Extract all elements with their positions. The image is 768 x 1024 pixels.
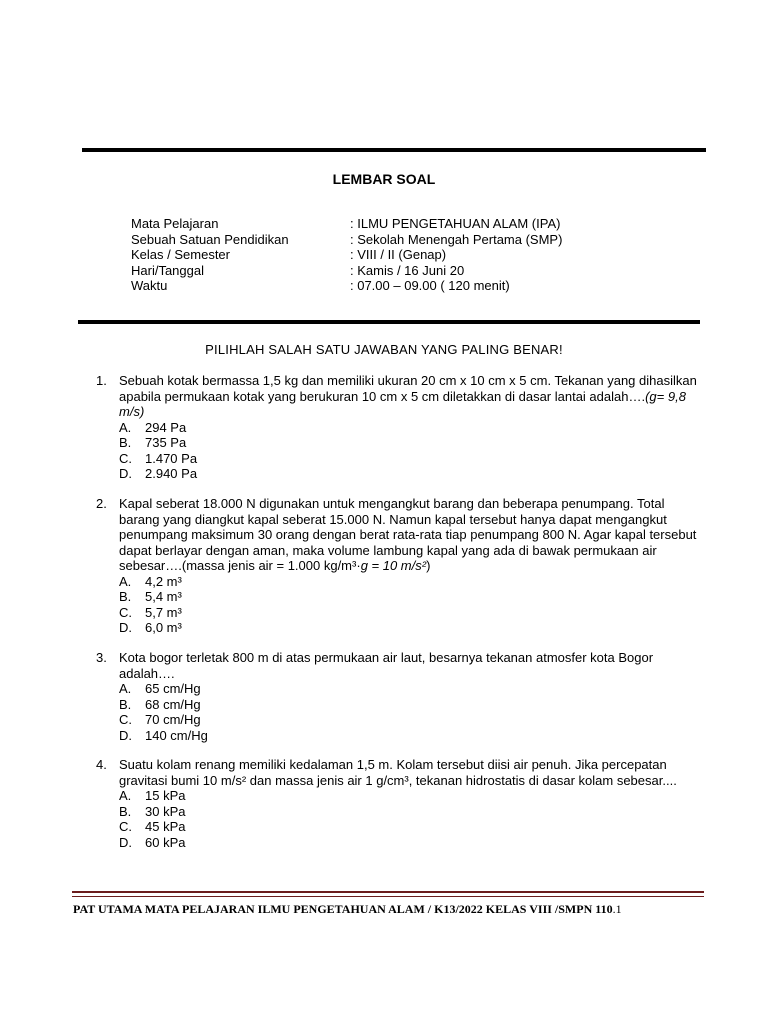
page-number: .1 — [612, 902, 622, 916]
info-label: Kelas / Semester — [131, 247, 230, 262]
answer-options — [119, 681, 706, 743]
option-d[interactable]: D. 6,0 m³ — [119, 620, 182, 635]
question-text: Kapal seberat 18.000 N digunakan untuk mengangkut barang dan beberapa penumpang. Total barang yang diangkut kapal seberat 15.000 N. Namun kapal tersebut hanya dapat mengangkut penumpang maksimum 30 orang dengan berat rata-rata tiap penumpang 800 N. Agar kapal tersebut dapat berlayar dengan aman, maka volume lambung kapal yang ada di bawak permukaan air sebesar….(massa jenis air = 1.000 kg/m³·g = 10 m/s²) — [119, 496, 697, 573]
info-label: Hari/Tanggal — [131, 262, 204, 278]
info-row-class — [131, 247, 562, 263]
question-number: 2. — [96, 496, 107, 511]
question-4 — [96, 757, 706, 850]
option-c[interactable]: C. 45 kPa — [119, 819, 186, 834]
header-divider — [78, 320, 700, 324]
info-label: Sebuah Satuan Pendidikan — [131, 231, 289, 247]
info-value: : 07.00 – 09.00 ( 120 menit) — [350, 278, 510, 293]
option-d[interactable]: D. 140 cm/Hg — [119, 727, 208, 743]
question-3 — [96, 650, 706, 743]
document-title: LEMBAR SOAL — [332, 171, 436, 187]
question-2 — [96, 496, 706, 636]
option-a[interactable]: A. 65 cm/Hg — [119, 681, 201, 696]
option-a[interactable]: A. 15 kPa — [119, 788, 186, 803]
info-row-date — [131, 263, 562, 279]
instruction: PILIHLAH SALAH SATU JAWABAN YANG PALING BENAR! — [205, 342, 563, 357]
question-number: 3. — [96, 650, 107, 665]
option-a[interactable]: A. 4,2 m³ — [119, 573, 182, 589]
info-row-subject — [131, 216, 562, 232]
answer-options — [119, 788, 706, 850]
footer-divider-thin — [72, 896, 704, 897]
option-d[interactable]: D. 60 kPa — [119, 834, 186, 850]
page-footer — [73, 902, 622, 917]
top-divider — [82, 148, 706, 152]
answer-options — [119, 574, 706, 636]
info-value: : Sekolah Menengah Pertama (SMP) — [350, 231, 563, 247]
info-value: : ILMU PENGETAHUAN ALAM (IPA) — [350, 216, 561, 231]
question-1 — [96, 373, 706, 482]
footer-text: PAT UTAMA MATA PELAJARAN ILMU PENGETAHUAN ALAM / K13/2022 KELAS VIII /SMPN 110 — [73, 902, 613, 916]
info-row-time — [131, 278, 562, 294]
answer-options — [119, 420, 706, 482]
info-label: Mata Pelajaran — [131, 216, 219, 231]
option-b[interactable]: B. 5,4 m³ — [119, 589, 182, 604]
info-label: Waktu — [131, 278, 168, 293]
option-b[interactable]: B. 735 Pa — [119, 435, 187, 450]
option-c[interactable]: C. 70 cm/Hg — [119, 712, 201, 727]
question-text: Sebuah kotak bermassa 1,5 kg dan memiliki ukuran 20 cm x 10 cm x 5 cm. Tekanan yang dihasilkan apabila permukaan kotak yang berukuran 10 cm x 5 cm diletakkan di dasar lantai adalah….(g= 9,8 m/s) — [119, 373, 697, 419]
question-text: Kota bogor terletak 800 m di atas permukaan air laut, besarnya tekanan atmosfer kota Bogor adalah…. — [119, 650, 654, 681]
option-b[interactable]: B. 68 cm/Hg — [119, 696, 201, 712]
option-c[interactable]: C. 1.470 Pa — [119, 450, 198, 466]
option-a[interactable]: A. 294 Pa — [119, 419, 187, 435]
option-b[interactable]: B. 30 kPa — [119, 803, 186, 819]
question-number: 1. — [96, 373, 107, 388]
info-row-school — [131, 232, 562, 248]
info-value: : Kamis / 16 Juni 20 — [350, 262, 465, 278]
exam-info — [131, 216, 562, 294]
info-value: : VIII / II (Genap) — [350, 247, 447, 262]
question-number: 4. — [96, 757, 107, 772]
option-c[interactable]: C. 5,7 m³ — [119, 604, 182, 620]
option-d[interactable]: D. 2.940 Pa — [119, 466, 198, 481]
footer-divider — [72, 891, 704, 893]
question-text: Suatu kolam renang memiliki kedalaman 1,5 m. Kolam tersebut diisi air penuh. Jika percepatan gravitasi bumi 10 m/s² dan massa jenis air 1 g/cm³, tekanan hidrostatis di dasar kolam sebesar.... — [119, 757, 677, 788]
